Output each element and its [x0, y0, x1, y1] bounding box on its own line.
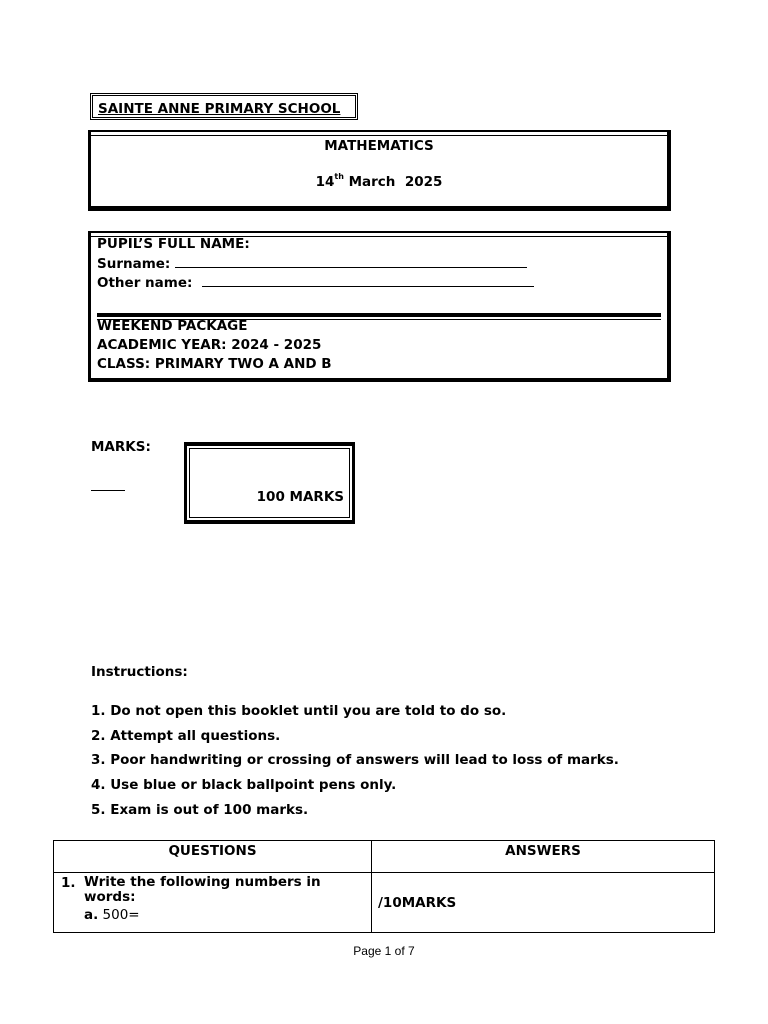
answer-cell[interactable]: /10MARKS [372, 873, 715, 933]
school-name-box [90, 93, 358, 120]
subject-title: MATHEMATICS [324, 138, 434, 154]
other-name-row [97, 274, 534, 291]
answers-header: ANSWERS [372, 841, 715, 873]
other-name-label: Other name: [97, 275, 202, 291]
date-rest: March 2025 [343, 174, 443, 190]
package-label: WEEKEND PACKAGE [97, 318, 248, 334]
instruction-item: 3. Poor handwriting or crossing of answers will lead to loss of marks. [91, 752, 619, 768]
marks-box-inner [189, 448, 350, 518]
instruction-item: 2. Attempt all questions. [91, 728, 281, 744]
sub-text: 500= [98, 907, 140, 923]
questions-header: QUESTIONS [54, 841, 372, 873]
page-number: Page 1 of 7 [353, 944, 415, 958]
question-sub-item [84, 907, 140, 923]
table-row [54, 873, 715, 933]
divider [97, 313, 661, 317]
other-name-field[interactable] [202, 274, 534, 287]
question-number: 1. [61, 875, 76, 891]
box-inner-line [91, 135, 667, 136]
question-text: Write the following numbers in words: [84, 874, 321, 905]
school-name: SAINTE ANNE PRIMARY SCHOOL [98, 101, 341, 117]
full-name-label: PUPIL’S FULL NAME: [97, 236, 250, 252]
table-header-row [54, 841, 715, 873]
pupil-info-box [88, 231, 671, 382]
instruction-item: 5. Exam is out of 100 marks. [91, 802, 309, 818]
marks-box [184, 442, 355, 524]
date-day: 14 [315, 174, 335, 190]
surname-label: Surname: [97, 256, 176, 272]
academic-year: ACADEMIC YEAR: 2024 - 2025 [97, 337, 322, 353]
sub-label: a. [84, 907, 99, 923]
questions-table [53, 840, 715, 933]
subject-box [88, 130, 671, 211]
date-suffix: th [334, 172, 344, 181]
marks-label: MARKS: [91, 439, 151, 455]
question-cell [54, 873, 372, 933]
surname-row [97, 255, 527, 272]
marks-blank-line[interactable] [91, 490, 125, 491]
marks-total: 100 MARKS [256, 489, 344, 505]
instruction-item: 1. Do not open this booklet until you are told to do so. [91, 703, 507, 719]
instruction-item: 4. Use blue or black ballpoint pens only. [91, 777, 397, 793]
instructions-title: Instructions: [91, 664, 188, 680]
exam-date [91, 174, 667, 190]
class-label: CLASS: PRIMARY TWO A AND B [97, 356, 332, 372]
surname-field[interactable] [175, 255, 527, 268]
